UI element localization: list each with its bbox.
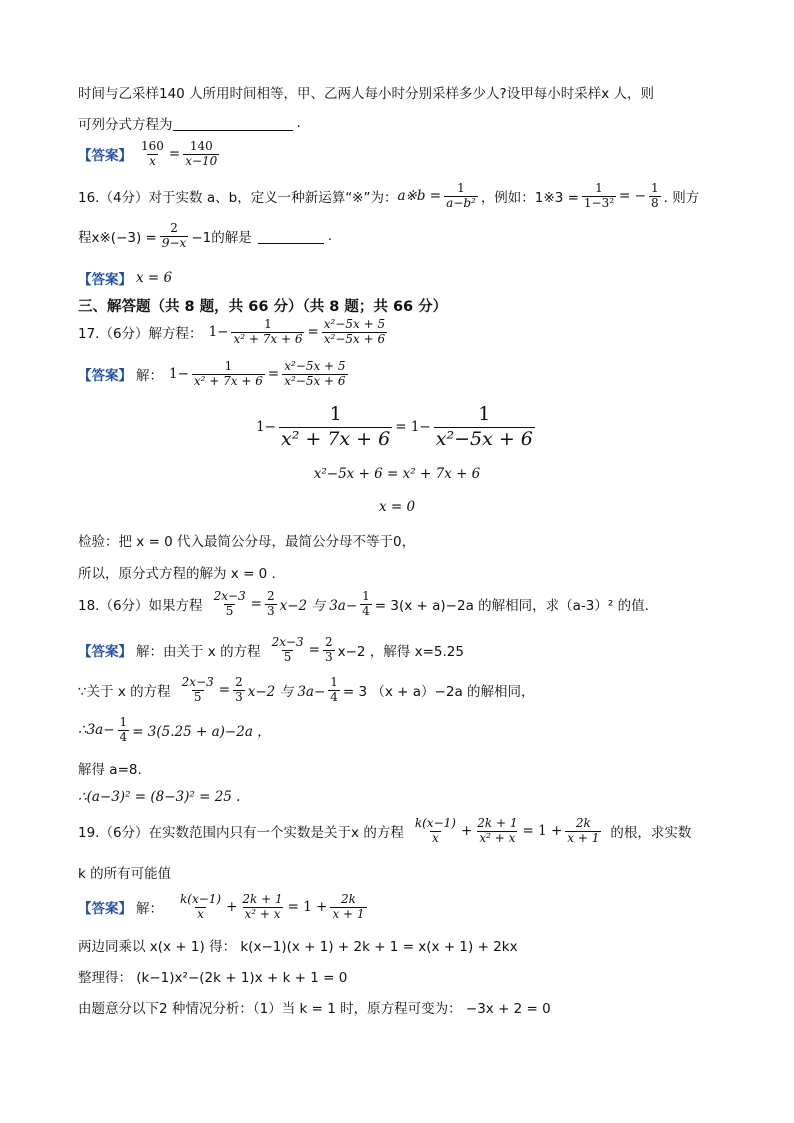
q17-conclusion: 所以，原分式方程的解为 x = 0 . <box>78 566 276 582</box>
q17-check: 检验：把 x = 0 代入最简公分母，最简公分母不等于0， <box>78 534 416 550</box>
q19-multiply: 两边同乘以 x(x + 1) 得： k(x−1)(x + 1) + 2k + 1 = x(x + 1) + 2kx <box>78 939 518 955</box>
q16-answer: 【答案】 x = 6 <box>78 270 173 288</box>
q15-answer: 【答案】 $\frac{160}{x}$ = $\frac{140}{x-10}$ <box>78 139 218 168</box>
q17-step2: 1− $\frac{1}{\text{x² + 7x + 6}}$ = 1− $\frac{1}{\text{x²−5x + 6}}$ <box>256 403 533 450</box>
q17-question: 17.（6分）解方程： 1− $\frac{1}{\text{x² + 7x + 6}}$ = $\frac{\text{x²−5x + 5}}{\text{x²−5x + 6}}$ <box>78 317 386 346</box>
q18-question: 18.（6分）如果方程 $\frac{2x-3}{5}$ = $\frac{2}{3}$ x−2 与 3a− $\frac{1}{4}$ = 3(x + a)−2a 的解相同，求（a-3）² 的值. <box>78 589 649 618</box>
q19-question-line2: k 的所有可能值 <box>78 866 172 882</box>
q17-answer: 【答案】 解： 1− $\frac{1}{\text{x² + 7x + 6}}$ = $\frac{\text{x²−5x + 5}}{\text{x²−5x + 6}}$ <box>78 359 346 388</box>
q19-question: 19.（6分）在实数范围内只有一个实数是关于x 的方程 $\frac{k(x-1)}{x}$ + $\frac{2k + 1}{\text{x² + x}}$ = 1 + $\frac{2k}{x + 1}$ 的根，求实数 <box>78 816 692 845</box>
answer-blank <box>258 229 324 244</box>
q19-cases: 由题意分以下2 种情况分析：（1）当 k = 1 时，原方程可变为： −3x + 2 = 0 <box>78 1001 551 1017</box>
q17-step4: x = 0 <box>378 499 416 515</box>
q17-step3: x²−5x + 6 = x² + 7x + 6 <box>313 466 481 482</box>
q15-line2: 可列分式方程为 . <box>78 115 301 133</box>
q18-answer: 【答案】 解：由关于 x 的方程 $\frac{2x-3}{5}$ = $\frac{2}{3}$ x−2 ，解得 x=5.25 <box>78 635 464 664</box>
q18-therefore1: ∴3a− $\frac{1}{4}$ = 3(5.25 + a)−2a ， <box>78 715 271 744</box>
q18-solve: 解得 a=8. <box>78 762 142 778</box>
answer-blank <box>173 116 293 131</box>
q16-question: 16.（4分）对于实数 a、b，定义一种新运算“※”为： a※b = $\frac{1}{\text{a−b²}}$ ，例如：1※3 = $\frac{1}{\text{1−3²}}$ = − $\frac{1}{8}$ . 则方 <box>78 181 700 210</box>
q18-therefore2: ∴(a−3)² = (8−3)² = 25 . <box>78 789 241 805</box>
q19-simplify: 整理得： (k−1)x²−(2k + 1)x + k + 1 = 0 <box>78 970 348 986</box>
q18-because: ∵关于 x 的方程 $\frac{2x-3}{5}$ = $\frac{2}{3}$ x−2 与 3a− $\frac{1}{4}$ = 3 （x + a）−2a 的解相同， <box>78 675 535 704</box>
q15-line1: 时间与乙采样140 人所用时间相等，甲、乙两人每小时分别采样多少人?设甲每小时采样x 人，则 <box>78 86 655 102</box>
q19-answer: 【答案】 解： $\frac{k(x-1)}{x}$ + $\frac{2k + 1}{\text{x² + x}}$ = 1 + $\frac{2k}{x + 1}$ <box>78 892 365 921</box>
section-heading: 三、解答题（共 8 题，共 66 分）（共 8 题；共 66 分） <box>78 299 448 315</box>
q16-question-line2: 程x※(−3) = $\frac{2}{9-x}$ −1的解是 . <box>78 221 333 250</box>
